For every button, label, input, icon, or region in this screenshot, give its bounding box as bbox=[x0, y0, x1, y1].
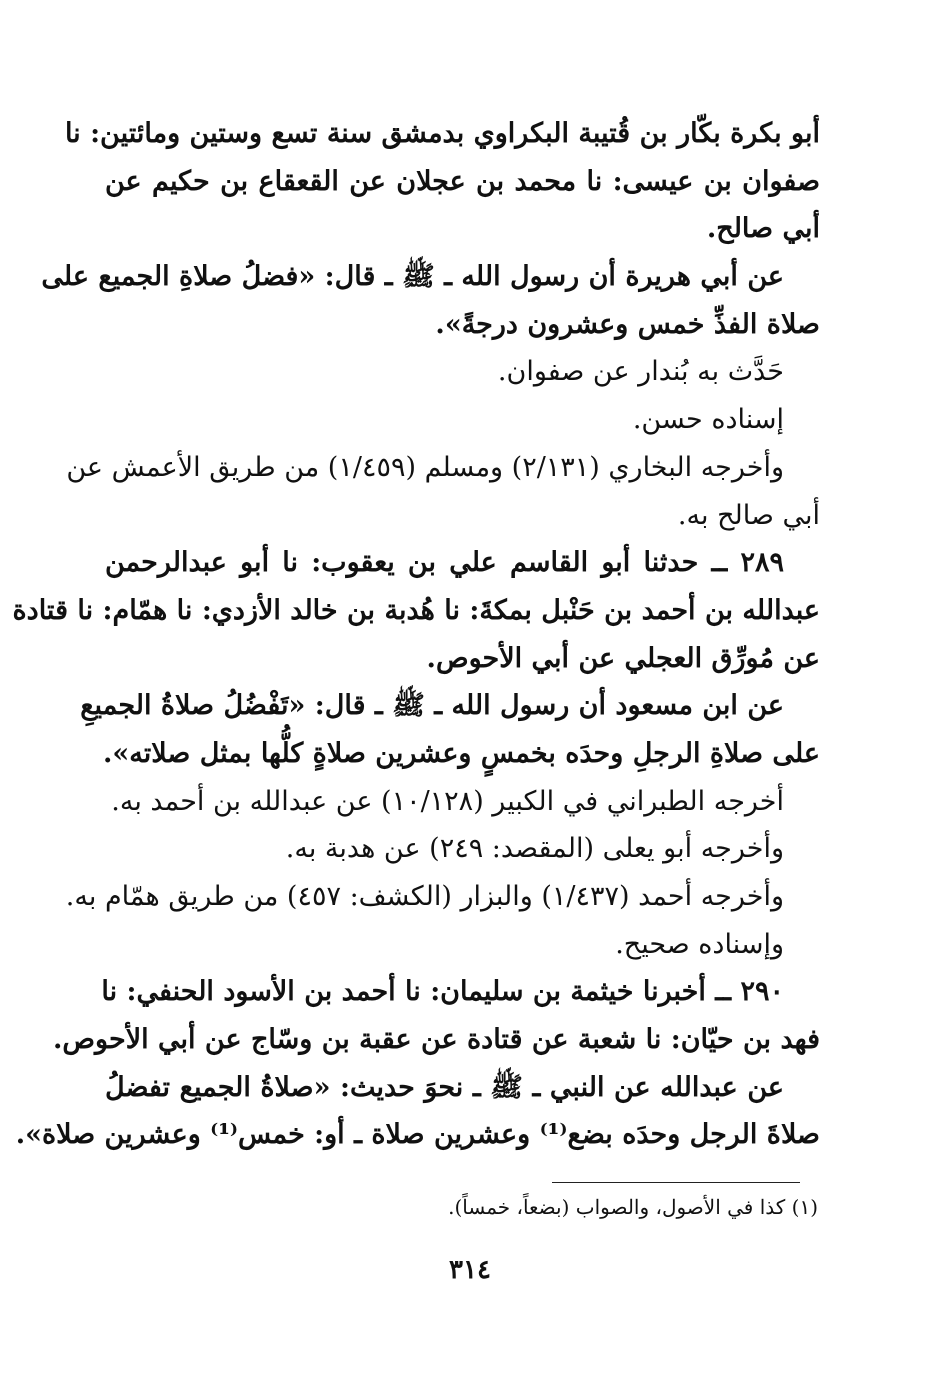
hadith-289-header: ٢٨٩ ــ حدثنا أبو القاسم علي بن يعقوب: نا أبو عبدالرحمن bbox=[105, 547, 784, 579]
text-line: عبدالله بن أحمد بن حَنْبل بمكةَ: نا هُدبة بن خالد الأزدي: نا همّام: نا قتادة bbox=[12, 594, 820, 626]
text-line: عن عبدالله عن النبي ـ ﷺ ـ نحوَ حديث: «صلاةُ الجميع تفضلُ bbox=[105, 1071, 784, 1103]
text-line: وأخرجه أحمد (١/٤٣٧) والبزار (الكشف: ٤٥٧) من طريق همّام به. bbox=[65, 881, 784, 912]
text-line: أبو بكرة بكّار بن قُتيبة البكراوي بدمشق سنة تسع وستين ومائتين: نا bbox=[64, 118, 820, 149]
text-line: صلاة الفذِّ خمس وعشرون درجةً». bbox=[435, 308, 820, 340]
hadith-290-header: ٢٩٠ ــ أخبرنا خيثمة بن سليمان: نا أحمد بن الأسود الحنفي: نا bbox=[101, 976, 784, 1008]
text-line: أخرجه الطبراني في الكبير (١٠/١٢٨) عن عبدالله بن أحمد به. bbox=[111, 785, 784, 817]
page-body bbox=[12, 110, 820, 1159]
text-line: عن مُورِّق العجلي عن أبي الأحوص. bbox=[426, 642, 820, 674]
footnote-divider bbox=[552, 1182, 800, 1183]
text-line: صفوان بن عيسى: نا محمد بن عجلان عن القعقاع بن حكيم عن bbox=[105, 165, 820, 197]
text-line: عن أبي هريرة أن رسول الله ـ ﷺ ـ قال: «فضلُ صلاةِ الجميع على bbox=[41, 261, 784, 293]
text-line: أبي صالح. bbox=[706, 213, 820, 245]
text-line: صلاةَ الرجل وحدَه بضع⁽¹⁾ وعشرين صلاة ـ أو: خمس⁽¹⁾ وعشرين صلاة». bbox=[15, 1119, 820, 1151]
text-line: إسناده حسن. bbox=[632, 404, 784, 436]
text-line: أبي صالح به. bbox=[677, 499, 820, 531]
page-number: ٣١٤ bbox=[449, 1255, 491, 1285]
footnote: (١) كذا في الأصول، والصواب (بضعاً، خمساً). bbox=[448, 1195, 818, 1219]
text-line: فهد بن حيّان: نا شعبة عن قتادة عن عقبة بن وسّاج عن أبي الأحوص. bbox=[53, 1024, 820, 1056]
text-line: وأخرجه البخاري (٢/١٣١) ومسلم (١/٤٥٩) من طريق الأعمش عن bbox=[66, 451, 784, 483]
text-line: وإسناده صحيح. bbox=[615, 928, 784, 960]
text-line: عن ابن مسعود أن رسول الله ـ ﷺ ـ قال: «تَفْضُلُ صلاةُ الجميعِ bbox=[80, 690, 784, 722]
text-line: على صلاةِ الرجلِ وحدَه بخمسٍ وعشرين صلاةٍ كلُّها بمثل صلاته». bbox=[103, 737, 820, 769]
text-line: حَدَّث به بُندار عن صفوان. bbox=[497, 356, 784, 388]
text-line: وأخرجه أبو يعلى (المقصد: ٢٤٩) عن هدبة به. bbox=[285, 833, 784, 865]
